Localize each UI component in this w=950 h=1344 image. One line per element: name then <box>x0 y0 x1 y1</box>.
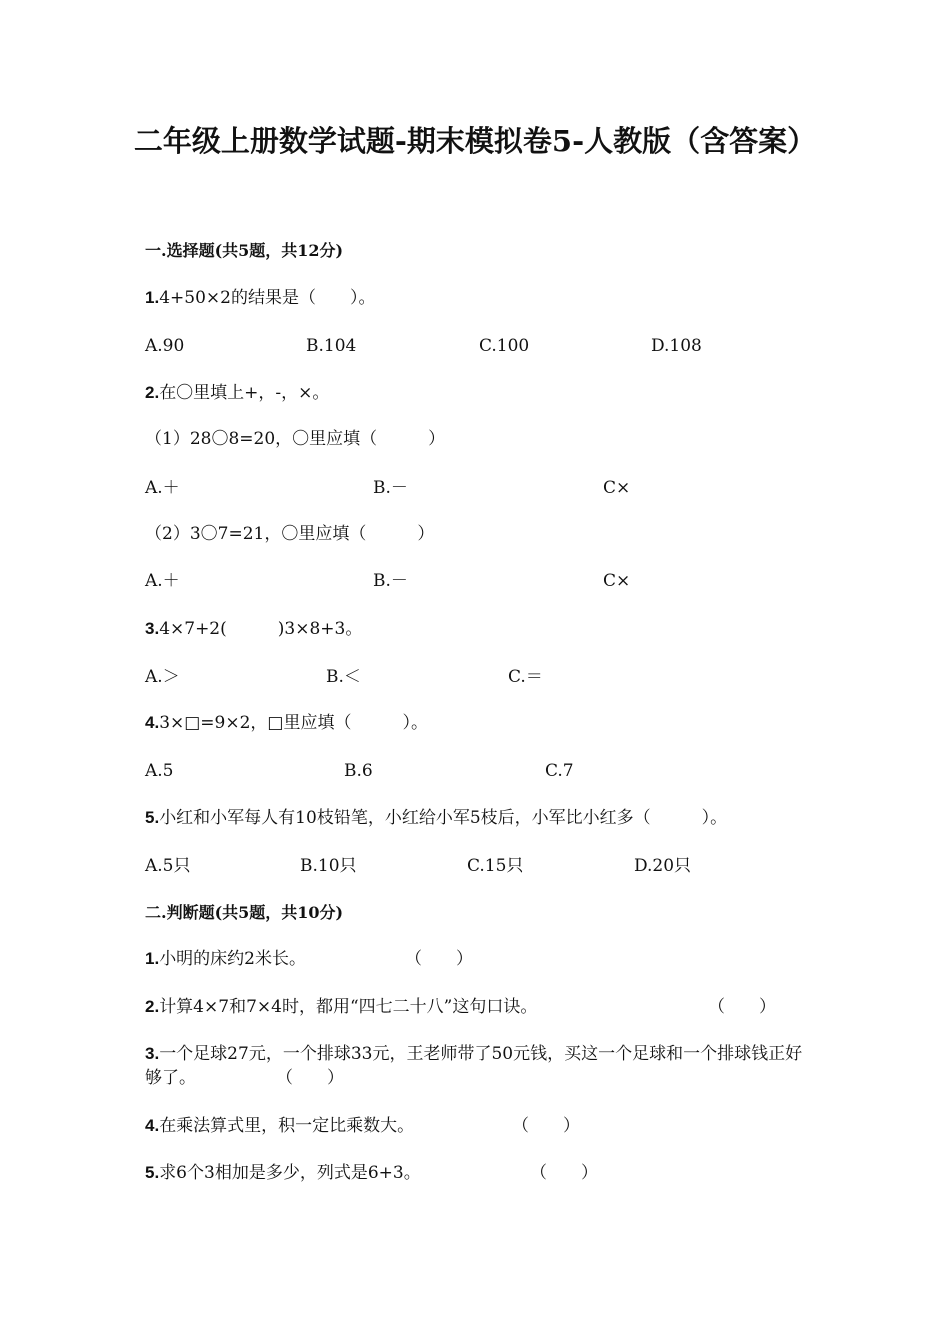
sub-question: （2）3〇7=21，〇里应填（ ） <box>145 524 435 544</box>
question-2 <box>145 382 329 404</box>
question-number: 1. <box>145 949 160 968</box>
answer-blank: （ ） <box>276 1068 344 1088</box>
section-heading-judgement: 二.判断题(共5题，共10分) <box>145 903 344 922</box>
question-text: 在乘法算式里，积一定比乘数大。 <box>159 1116 415 1136</box>
question-text: 求6个3相加是多少，列式是6+3。 <box>159 1163 421 1183</box>
option: B.－ <box>373 571 408 591</box>
option: C× <box>603 478 631 498</box>
judgement-3 <box>145 1042 805 1090</box>
option: A.90 <box>145 336 185 356</box>
option: C.100 <box>479 336 530 356</box>
answer-blank: （ ） <box>405 949 473 969</box>
question-text: 计算4×7和7×4时，都用“四七二十八”这句口诀。 <box>159 997 538 1017</box>
sub-question: （1）28〇8=20，〇里应填（ ） <box>145 429 446 449</box>
question-number: 4. <box>145 713 160 732</box>
option: A.5只 <box>145 856 191 876</box>
question-number: 5. <box>145 1163 160 1182</box>
question-4 <box>145 712 428 734</box>
option: B.＜ <box>326 667 361 687</box>
question-3 <box>145 618 362 640</box>
option: A.＞ <box>145 667 180 687</box>
answer-blank: （ ） <box>530 1163 598 1183</box>
question-text: 在〇里填上+，-，×。 <box>159 383 330 403</box>
judgement-4 <box>145 1115 414 1137</box>
question-number: 4. <box>145 1116 160 1135</box>
section-heading-choice: 一.选择题(共5题，共12分) <box>145 241 344 260</box>
question-1 <box>145 287 375 309</box>
option: C× <box>603 571 631 591</box>
answer-blank: （ ） <box>512 1116 580 1136</box>
question-text: 小红和小军每人有10枝铅笔，小红给小军5枝后，小军比小红多（ ）。 <box>159 808 728 828</box>
option: D.20只 <box>634 856 692 876</box>
option: C.7 <box>545 761 574 781</box>
option: A.＋ <box>145 478 180 498</box>
question-text: 4×7+2( )3×8+3。 <box>159 619 363 639</box>
option: A.＋ <box>145 571 180 591</box>
question-number: 3. <box>145 619 160 638</box>
judgement-2 <box>145 996 537 1018</box>
judgement-1 <box>145 948 306 970</box>
option: C.15只 <box>467 856 524 876</box>
answer-blank: （ ） <box>708 997 776 1017</box>
question-number: 1. <box>145 288 160 307</box>
judgement-5 <box>145 1162 421 1184</box>
question-text: 小明的床约2米长。 <box>159 949 307 969</box>
question-number: 3. <box>145 1044 160 1063</box>
option: B.6 <box>344 761 373 781</box>
question-text: 4+50×2的结果是（ ）。 <box>159 288 376 308</box>
option: A.5 <box>145 761 174 781</box>
question-text: 3×□=9×2，□里应填（ ）。 <box>159 713 428 733</box>
question-5 <box>145 807 727 829</box>
option: B.104 <box>306 336 357 356</box>
question-number: 5. <box>145 808 160 827</box>
question-number: 2. <box>145 997 160 1016</box>
option: D.108 <box>651 336 702 356</box>
page-title: 二年级上册数学试题-期末模拟卷5-人教版（含答案） <box>133 124 817 158</box>
option: B.10只 <box>300 856 357 876</box>
question-text: 一个足球27元，一个排球33元，王老师带了50元钱，买这一个足球和一个排球钱正好够了。 <box>145 1044 803 1088</box>
question-number: 2. <box>145 383 160 402</box>
option: B.－ <box>373 478 408 498</box>
option: C.＝ <box>508 667 543 687</box>
